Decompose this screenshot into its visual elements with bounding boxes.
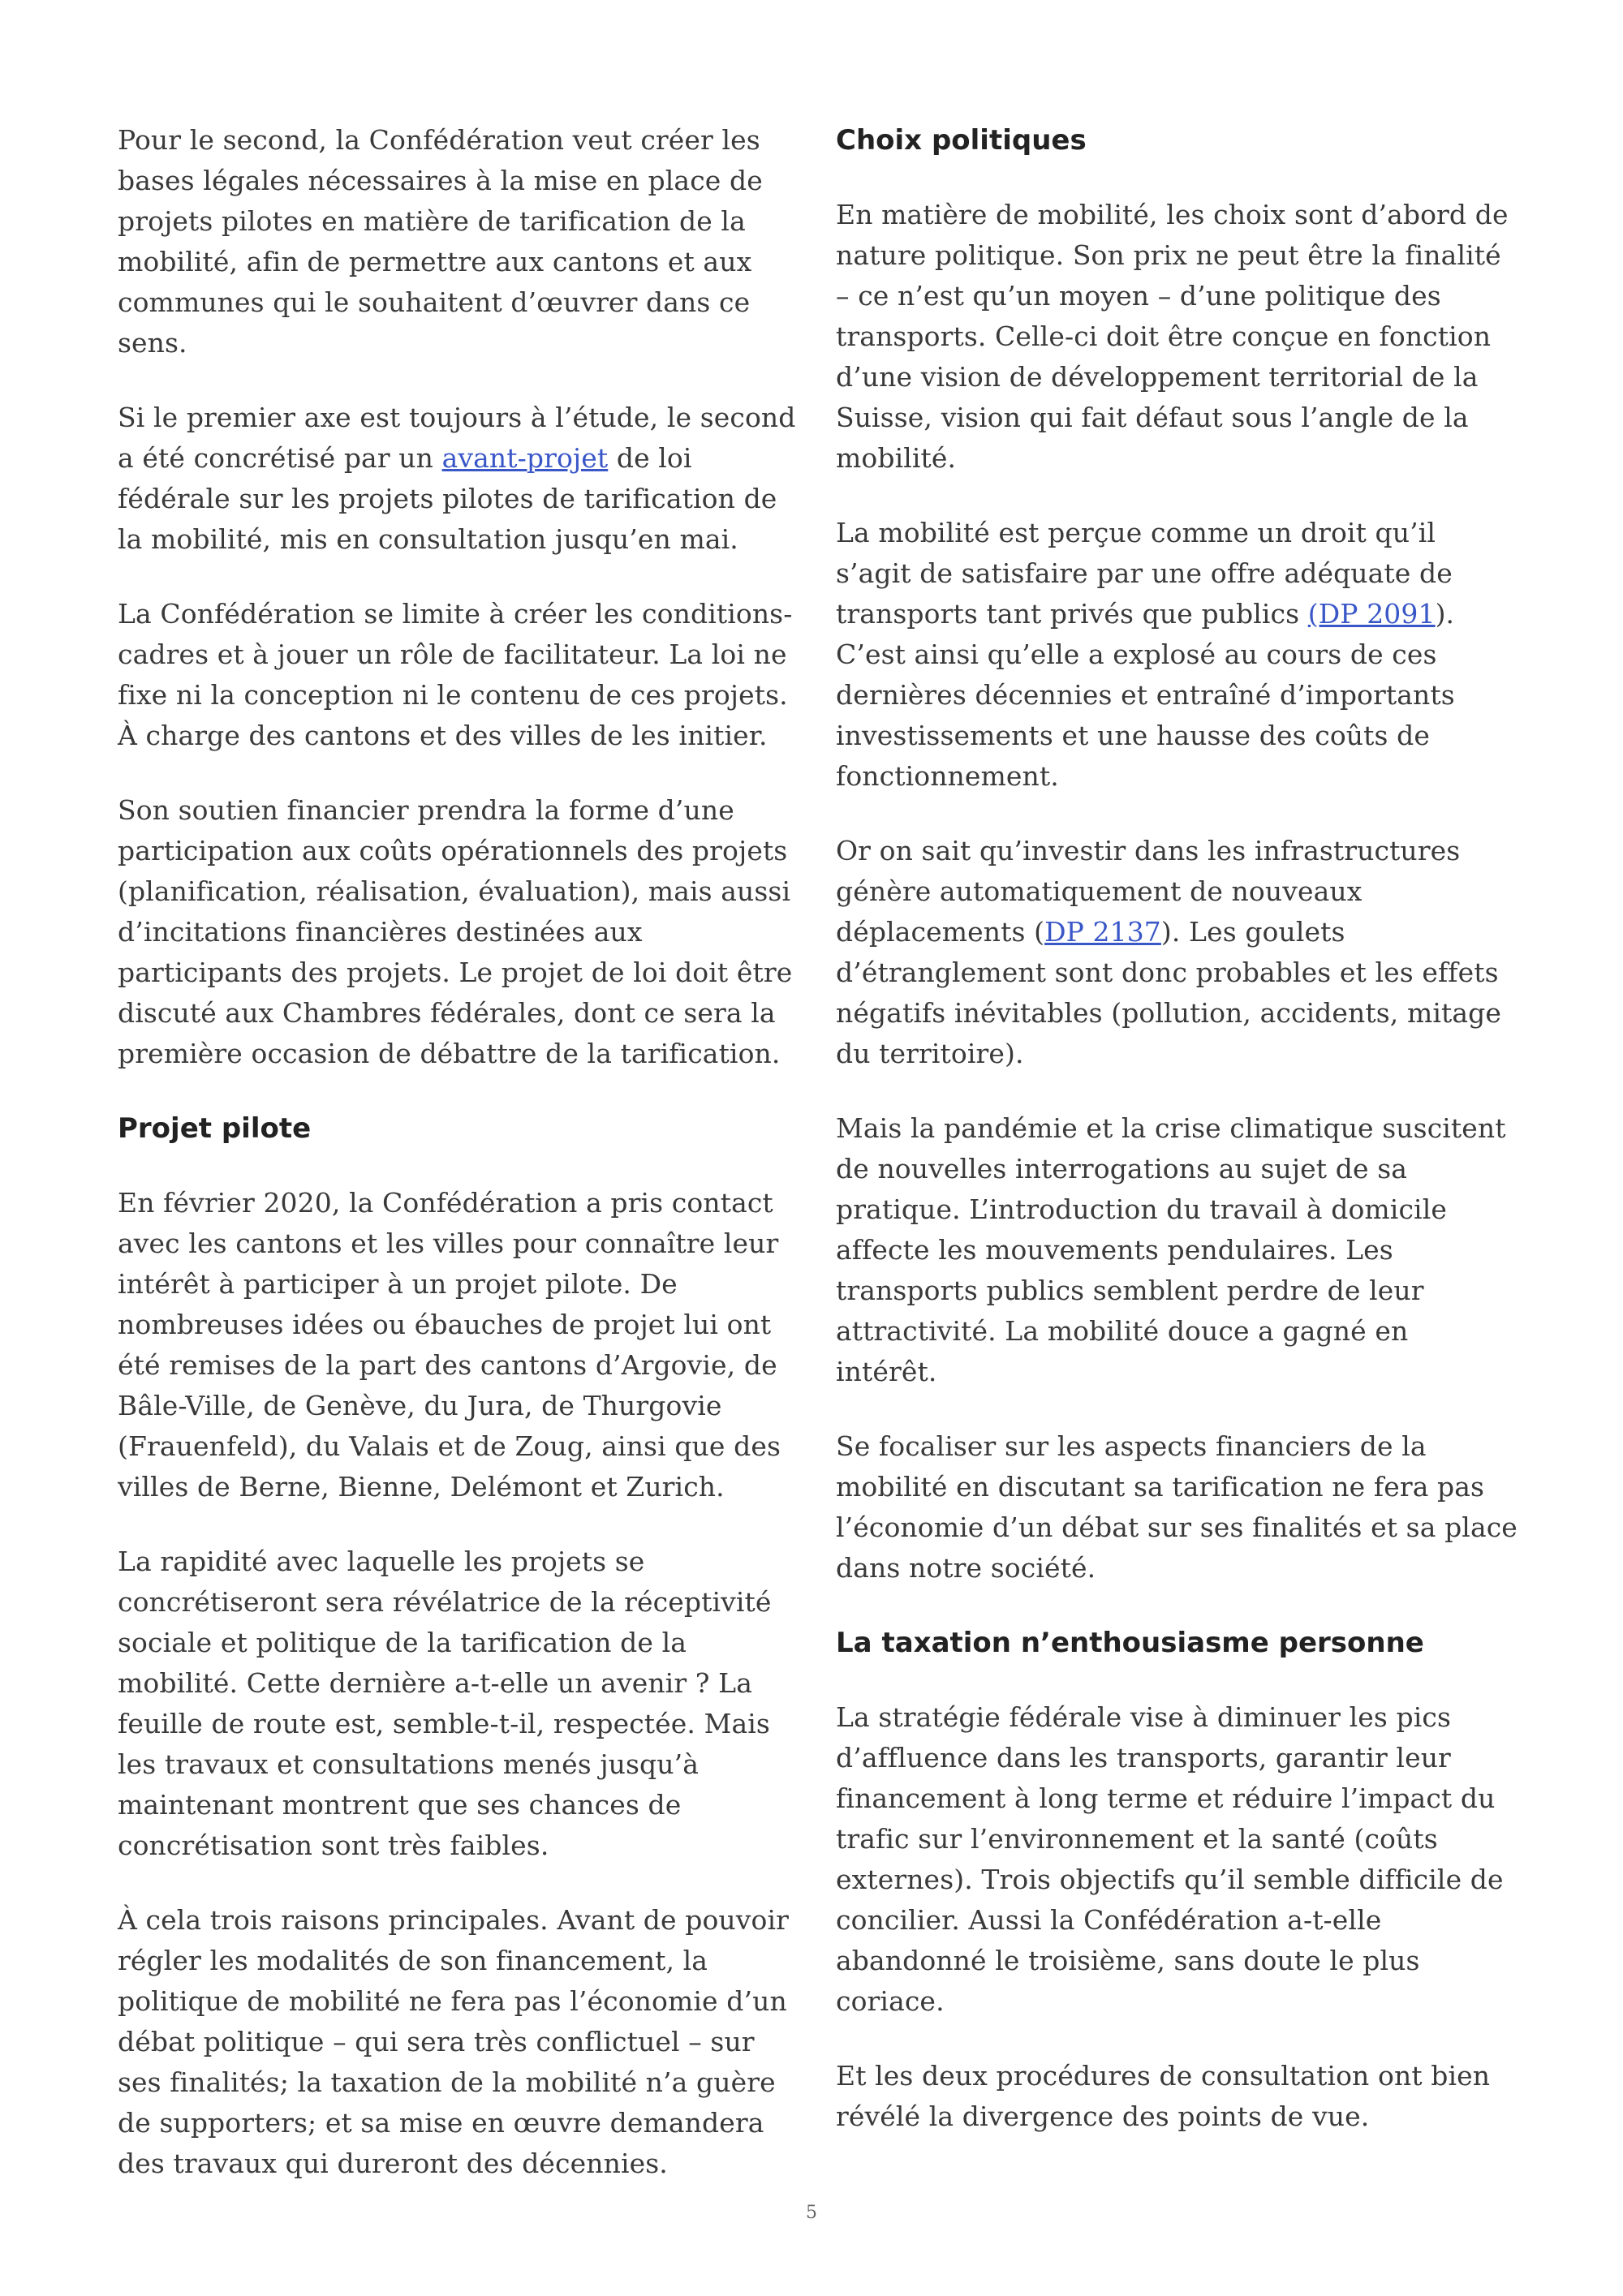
page-number: 5 [806,2203,817,2223]
paragraph-right-7: Et les deux procédures de consultation ont bien révélé la divergence des points de vue. [836,2060,1491,2132]
paragraph-left-6: La rapidité avec laquelle les projets se concrétiseront sera révélatrice de la réceptivité sociale et politique de la tarification de la mobilité. Cette dernière a-t-elle un avenir ? La feuille de route est, semble-t-il, respectée. Mais les travaux et consultations menés jusqu’à maintenant montrent que ses chances de concrétisation sont très faibles. [118,1546,772,1861]
right-column [836,120,1518,2171]
paragraph-right-3-text-b: ). Les goulets d’étranglement sont donc probables et les effets négatifs inévitables (pollution, accidents, mitage du territoire). [836,916,1501,1069]
paragraph-left-2-text-a: Si le premier axe est toujours à l’étude, le second a été concrétisé par un [118,402,796,474]
paragraph-left-5: En février 2020, la Confédération a pris contact avec les cantons et les villes pour connaître leur intérêt à participer à un projet pilote. De nombreuses idées ou ébauches de projet lui ont été remises de la part des cantons d’Argovie, de Bâle-Ville, de Genève, du Jura, de Thurgovie (Frauenfeld), du Valais et de Zoug, ainsi que des villes de Berne, Bienne, Delémont et Zurich. [118,1187,781,1503]
paragraph-right-4: Mais la pandémie et la crise climatique suscitent de nouvelles interrogations au sujet de sa pratique. L’introduction du travail à domicile affecte les mouvements pendulaires. Les transports publics semblent perdre de leur attractivité. La mobilité douce a gagné en intérêt. [836,1112,1506,1387]
heading-choix-politiques: Choix politiques [836,124,1087,157]
paragraph-left-1: Pour le second, la Confédération veut créer les bases légales nécessaires à la mise en place de projets pilotes en matière de tarification de la mobilité, afin de permettre aux cantons et aux communes qui le souhaitent d’œuvrer dans ce sens. [118,124,763,359]
paragraph-right-2-text-a: La mobilité est perçue comme un droit qu’il s’agit de satisfaire par une offre adéquate de transports tant privés que publics [836,517,1453,630]
paragraph-left-3: La Confédération se limite à créer les conditions-cadres et à jouer un rôle de facilitateur. La loi ne fixe ni la conception ni le contenu de ces projets. À charge des cantons et des villes de les initier. [118,598,793,751]
paragraph-right-6: La stratégie fédérale vise à diminuer les pics d’affluence dans les transports, garantir leur financement à long terme et réduire l’impact du trafic sur l’environnement et la santé (coûts externes). Trois objectifs qu’il semble difficile de concilier. Aussi la Confédération a-t-elle abandonné le troisième, sans doute le plus coriace. [836,1701,1504,2017]
paragraph-right-3-text-a: Or on sait qu’investir dans les infrastructures génère automatiquement de nouveaux déplacements ( [836,835,1461,948]
heading-projet-pilote: Projet pilote [118,1112,312,1145]
paragraph-right-5: Se focaliser sur les aspects financiers de la mobilité en discutant sa tarification ne fera pas l’économie d’un débat sur ses finalités et sa place dans notre société. [836,1430,1518,1584]
paragraph-left-2-text-b: de loi fédérale sur les projets pilotes de tarification de la mobilité, mis en consultation jusqu’en mai. [118,442,777,555]
link-dp-2137[interactable]: DP 2137 [1044,916,1161,948]
paragraph-left-7: À cela trois raisons principales. Avant de pouvoir régler les modalités de son financement, la politique de mobilité ne fera pas l’économie d’un débat politique – qui sera très conflictuel – sur ses finalités; la taxation de la mobilité n’a guère de supporters; et sa mise en œuvre demandera des travaux qui dureront des décennies. [118,1904,790,2179]
paragraph-left-2 [118,398,799,560]
link-dp-2091[interactable]: (DP 2091 [1307,598,1436,630]
left-column [118,120,799,2218]
paragraph-left-4: Son soutien financier prendra la forme d’une participation aux coûts opérationnels des projets (planification, réalisation, évaluation), mais aussi d’incitations financières destinées aux participants des projets. Le projet de loi doit être discuté aux Chambres fédérales, dont ce sera la première occasion de débattre de la tarification. [118,794,793,1069]
paragraph-right-1: En matière de mobilité, les choix sont d’abord de nature politique. Son prix ne peut être la finalité – ce n’est qu’un moyen – d’une politique des transports. Celle-ci doit être conçue en fonction d’une vision de développement territorial de la Suisse, vision qui fait défaut sous l’angle de la mobilité. [836,199,1509,474]
paragraph-right-3 [836,831,1518,1074]
paragraph-right-2-text-b: ). C’est ainsi qu’elle a explosé au cours de ces dernières décennies et entraîné d’importants investissements et une hausse des coûts de fonctionnement. [836,598,1455,792]
heading-taxation: La taxation n’enthousiasme personne [836,1627,1424,1659]
paragraph-right-2 [836,513,1518,797]
link-avant-projet[interactable]: avant-projet [441,442,609,474]
